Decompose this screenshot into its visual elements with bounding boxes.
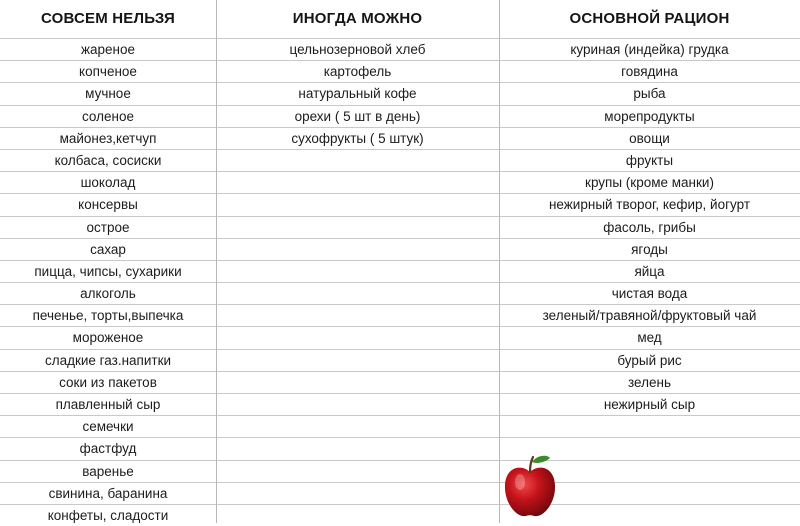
cell-sometimes [216,350,499,371]
cell-main [499,416,800,437]
cell-sometimes [216,217,499,238]
table-row [0,171,800,193]
table-row [0,393,800,415]
cell-never: сладкие газ.напитки [44,352,172,368]
cell-sometimes [216,416,499,437]
cell-sometimes [216,150,499,171]
cell-main: нежирный творог, кефир, йогурт [548,197,751,213]
cell-sometimes [216,305,499,326]
cell-main: ягоды [631,241,668,257]
cell-never: конфеты, сладости [47,507,169,523]
cell-main: яйца [634,263,665,279]
table-row [0,437,800,459]
cell-main: мед [637,330,662,346]
cell-main: рыба [633,86,666,102]
table-row [0,460,800,482]
cell-sometimes [216,394,499,415]
cell-sometimes [216,194,499,215]
cell-sometimes [216,483,499,504]
table-row [0,149,800,171]
cell-never: соленое [82,108,134,124]
cell-sometimes [216,283,499,304]
table-row [0,415,800,437]
cell-never: майонез,кетчуп [59,130,157,146]
cell-main: морепродукты [604,108,695,124]
cell-main: зеленый/травяной/фруктовый чай [542,308,757,324]
cell-never: семечки [82,419,134,435]
table-row [0,216,800,238]
header-never: СОВСЕМ НЕЛЬЗЯ [40,10,176,27]
cell-never: копченое [79,64,137,80]
table-row [0,349,800,371]
column-divider [216,0,217,523]
cell-main: зелень [628,374,671,390]
cell-sometimes [216,438,499,459]
cell-never: сахар [90,241,126,257]
red-apple-icon [500,452,560,520]
cell-never: мороженое [72,330,144,346]
cell-sometimes [216,172,499,193]
cell-sometimes [216,372,499,393]
table-row [0,371,800,393]
cell-main: говядина [621,64,678,80]
cell-never: фастфуд [79,441,137,457]
table-row [0,82,800,104]
table-row [0,105,800,127]
cell-never: свинина, баранина [48,485,168,501]
cell-never: печенье, торты,выпечка [32,308,184,324]
cell-main: нежирный сыр [603,397,696,412]
table-row [0,482,800,504]
table-row [0,304,800,326]
cell-sometimes: картофель [323,64,392,80]
cell-sometimes: орехи ( 5 шт в день) [294,108,421,124]
cell-main: куриная (индейка) грудка [570,42,729,57]
cell-never: шоколад [80,175,136,191]
cell-never: колбаса, сосиски [54,152,162,168]
cell-sometimes [216,327,499,348]
cell-never: жареное [80,42,136,57]
table-row [0,260,800,282]
table-row [0,127,800,149]
table-header [0,0,800,38]
cell-main: крупы (кроме манки) [585,175,714,191]
cell-main: фрукты [625,152,674,168]
cell-main: овощи [629,130,670,146]
table-row [0,282,800,304]
cell-never: варенье [82,463,134,479]
table-row [0,326,800,348]
table-row [0,238,800,260]
cell-main: чистая вода [611,286,688,302]
cell-main: фасоль, грибы [603,219,696,235]
cell-sometimes [216,239,499,260]
table-row [0,193,800,215]
cell-never: мучное [85,86,131,102]
cell-never: алкоголь [80,286,136,302]
cell-sometimes [216,461,499,482]
cell-sometimes: цельнозерновой хлеб [289,42,426,57]
cell-sometimes: сухофрукты ( 5 штук) [291,130,424,146]
cell-never: острое [86,219,130,235]
header-sometimes: ИНОГДА МОЖНО [292,10,423,27]
cell-never: соки из пакетов [59,374,157,390]
cell-never: пицца, чипсы, сухарики [34,263,182,279]
cell-main: бурый рис [617,352,682,368]
cell-sometimes: натуральный кофе [298,86,417,102]
cell-sometimes [216,261,499,282]
table-row [0,60,800,82]
table-body [0,38,800,526]
header-main-diet: ОСНОВНОЙ РАЦИОН [569,10,730,27]
column-divider [499,0,500,523]
table-row [0,38,800,60]
cell-never: плавленный сыр [55,397,161,412]
cell-never: консервы [78,197,138,213]
